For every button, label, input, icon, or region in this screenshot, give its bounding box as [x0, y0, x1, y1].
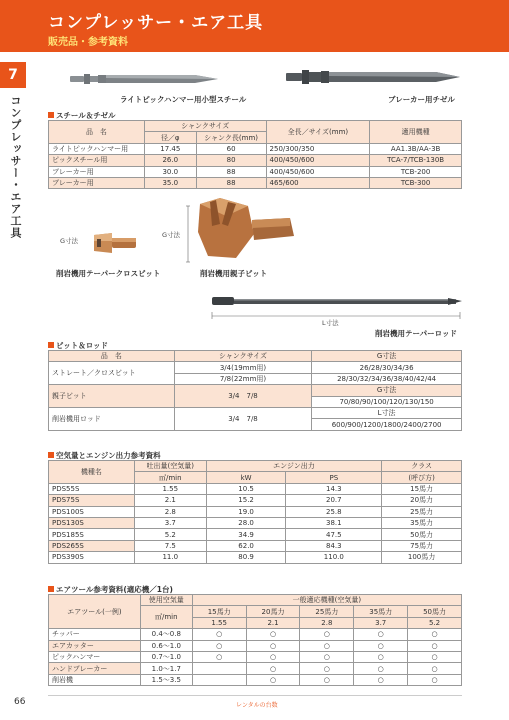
bit-section-label: ビット＆ロッド	[56, 341, 109, 350]
tool-compat-cell: ○	[246, 674, 300, 685]
air-section-label: 空気量とエンジン出力参考資料	[56, 451, 161, 460]
col-hp-15: 15馬力	[192, 606, 246, 617]
page-title: コンプレッサー・エア工具	[48, 13, 264, 33]
tool-compat-cell: ○	[246, 640, 300, 651]
tool-compat-cell: ○	[408, 663, 462, 674]
tool-name-cell: ピックハンマー	[49, 651, 141, 662]
tool-compat-cell: ○	[300, 651, 354, 662]
col-shank-size: シャンクサイズ	[144, 121, 266, 132]
steel-chisel-table	[48, 120, 462, 189]
steel-shank-length-cell: 80	[196, 155, 266, 166]
table-row	[49, 674, 462, 685]
col-name: 品 名	[49, 121, 145, 144]
tool-compat-cell	[192, 674, 246, 685]
air-kw-cell: 19.0	[206, 506, 286, 517]
parent-bit-g: 70/80/90/100/120/130/150	[312, 396, 462, 407]
table-row	[49, 506, 462, 517]
col-shank-length: シャンク長(mm)	[196, 132, 266, 143]
steel-shank-length-cell: 60	[196, 143, 266, 154]
air-kw-cell: 34.9	[206, 529, 286, 540]
parent-bit-name: 親子ビット	[49, 385, 175, 408]
col-engine-output: エンジン出力	[206, 461, 381, 472]
table-row	[49, 529, 462, 540]
tool-compat-cell: ○	[192, 629, 246, 640]
air-model-cell: PDS55S	[49, 483, 135, 494]
col-hp-50: 50馬力	[408, 606, 462, 617]
steel-diameter-cell: 30.0	[144, 166, 196, 177]
steel-model-cell: AA1.3B/AA-3B	[370, 143, 462, 154]
rod-name: 削岩機用ロッド	[49, 407, 175, 430]
tool-compat-cell: ○	[354, 629, 408, 640]
tool-usage-cell: 0.4～0.8	[140, 629, 192, 640]
tool-name-cell: エアカッター	[49, 640, 141, 651]
air-class-cell: 50馬力	[382, 529, 462, 540]
tool-usage-cell: 0.7～1.0	[140, 651, 192, 662]
col-discharge: 吐出量(空気量)	[134, 461, 206, 472]
air-class-cell: 25馬力	[382, 506, 462, 517]
rod-caption: 削岩機用テーパーロッド	[375, 329, 457, 338]
steel-model-cell: TCB-200	[370, 166, 462, 177]
footer-divider	[48, 695, 462, 696]
tool-compat-cell: ○	[246, 629, 300, 640]
light-pick-steel-image	[70, 70, 220, 88]
air-discharge-cell: 7.5	[134, 540, 206, 551]
air-kw-cell: 28.0	[206, 517, 286, 528]
air-ps-cell: 38.1	[286, 517, 382, 528]
steel-diameter-cell: 26.0	[144, 155, 196, 166]
table-row	[49, 143, 462, 154]
steel-diameter-cell: 35.0	[144, 177, 196, 188]
tool-compat-cell: ○	[300, 629, 354, 640]
col-air-50: 5.2	[408, 617, 462, 628]
button-bit-image	[186, 196, 298, 264]
col-air-15: 1.55	[192, 617, 246, 628]
tool-compat-cell: ○	[408, 629, 462, 640]
table-row	[49, 540, 462, 551]
rod-l-label-cell: L寸法	[312, 407, 462, 418]
tool-usage-cell: 1.0～1.7	[140, 663, 192, 674]
steel-section-label: スチール＆チゼル	[56, 111, 116, 120]
rod-l: 600/900/1200/1800/2400/2700	[312, 419, 462, 430]
col-name: 品 名	[49, 351, 175, 362]
air-model-cell: PDS185S	[49, 529, 135, 540]
tool-compat-cell: ○	[300, 663, 354, 674]
air-discharge-cell: 1.55	[134, 483, 206, 494]
section-marker-icon	[48, 586, 54, 592]
air-kw-cell: 80.9	[206, 552, 286, 563]
col-hp-25: 25馬力	[300, 606, 354, 617]
straight-bit-name: ストレート／クロスビット	[49, 362, 175, 385]
table-row	[49, 166, 462, 177]
col-air-35: 3.7	[354, 617, 408, 628]
straight-g-1: 26/28/30/34/36	[312, 362, 462, 373]
page-header	[0, 0, 509, 52]
air-class-cell: 20馬力	[382, 495, 462, 506]
col-air-25: 2.8	[300, 617, 354, 628]
steel-name-cell: ライトピックハンマー用	[49, 143, 145, 154]
breaker-chisel-caption: ブレーカー用チゼル	[388, 95, 455, 104]
tool-compat-cell: ○	[300, 674, 354, 685]
steel-total-length-cell: 465/600	[266, 177, 370, 188]
air-ps-cell: 110.0	[286, 552, 382, 563]
steel-diameter-cell: 17.45	[144, 143, 196, 154]
col-kw: kW	[206, 472, 286, 483]
page-number: 66	[14, 697, 26, 707]
steel-name-cell: ブレーカー用	[49, 177, 145, 188]
air-discharge-cell: 5.2	[134, 529, 206, 540]
breaker-chisel-image	[286, 66, 462, 88]
steel-shank-length-cell: 88	[196, 177, 266, 188]
col-tool-example: エアツール(一例)	[49, 595, 141, 629]
table-row	[49, 517, 462, 528]
col-usage: 使用空気量	[140, 595, 192, 606]
steel-total-length-cell: 400/450/600	[266, 166, 370, 177]
straight-shank-2: 7/8(22mm用)	[174, 373, 311, 384]
air-engine-table	[48, 460, 462, 564]
air-class-cell: 75馬力	[382, 540, 462, 551]
table-row	[49, 552, 462, 563]
cross-bit-image	[90, 232, 140, 254]
col-m3-min: ㎥/min	[140, 606, 192, 629]
col-air-20: 2.1	[246, 617, 300, 628]
air-kw-cell: 10.5	[206, 483, 286, 494]
air-class-cell: 100馬力	[382, 552, 462, 563]
air-discharge-cell: 2.8	[134, 506, 206, 517]
button-bit-caption: 削岩機用親子ビット	[200, 269, 268, 278]
tool-compat-cell: ○	[192, 651, 246, 662]
table-row	[49, 155, 462, 166]
chapter-vertical-title: コンプレッサー・エア工具	[9, 95, 22, 239]
cross-bit-caption: 削岩機用テーパークロスビット	[56, 269, 161, 278]
col-hp-35: 35馬力	[354, 606, 408, 617]
tool-compat-cell: ○	[408, 651, 462, 662]
col-class: クラス	[382, 461, 462, 472]
air-ps-cell: 25.8	[286, 506, 382, 517]
air-class-cell: 15馬力	[382, 483, 462, 494]
col-hp-20: 20馬力	[246, 606, 300, 617]
col-diameter: 径／φ	[144, 132, 196, 143]
table-row	[49, 495, 462, 506]
air-tool-table	[48, 594, 462, 686]
steel-model-cell: TCB-300	[370, 177, 462, 188]
straight-g-2: 28/30/32/34/36/38/40/42/44	[312, 373, 462, 384]
tool-name-cell: チッパー	[49, 629, 141, 640]
tool-compat-cell: ○	[354, 674, 408, 685]
tool-compat-cell: ○	[246, 663, 300, 674]
button-bit-g-label: G寸法	[162, 231, 181, 239]
tool-name-cell: ハンドブレーカー	[49, 663, 141, 674]
steel-total-length-cell: 250/300/350	[266, 143, 370, 154]
tool-compat-cell: ○	[354, 651, 408, 662]
air-class-cell: 35馬力	[382, 517, 462, 528]
air-kw-cell: 62.0	[206, 540, 286, 551]
table-row	[49, 177, 462, 188]
tool-usage-cell: 0.6～1.0	[140, 640, 192, 651]
tool-name-cell: 削岩機	[49, 674, 141, 685]
rod-l-label: L寸法	[322, 319, 339, 327]
parent-bit-g-label: G寸法	[312, 385, 462, 396]
tool-compat-cell: ○	[192, 640, 246, 651]
col-machines: 一般適応機種(空気量)	[192, 595, 461, 606]
footer-note: レンタルの台数	[236, 702, 278, 709]
col-m3-min: ㎥/min	[134, 472, 206, 483]
tool-usage-cell: 1.5～3.5	[140, 674, 192, 685]
straight-shank-1: 3/4(19mm用)	[174, 362, 311, 373]
col-ps: PS	[286, 472, 382, 483]
col-called: (呼び方)	[382, 472, 462, 483]
section-marker-icon	[48, 342, 54, 348]
air-discharge-cell: 11.0	[134, 552, 206, 563]
light-pick-caption: ライトピックハンマー用小型スチール	[120, 95, 247, 104]
parent-bit-shank: 3/4 7/8	[174, 385, 311, 408]
steel-shank-length-cell: 88	[196, 166, 266, 177]
col-model: 機種名	[49, 461, 135, 484]
tool-compat-cell: ○	[300, 640, 354, 651]
bit-rod-table	[48, 350, 462, 431]
tool-compat-cell: ○	[246, 651, 300, 662]
table-row	[49, 663, 462, 674]
tool-compat-cell: ○	[408, 674, 462, 685]
table-row	[49, 483, 462, 494]
col-shank-size: シャンクサイズ	[174, 351, 311, 362]
col-g-dim: G寸法	[312, 351, 462, 362]
air-ps-cell: 47.5	[286, 529, 382, 540]
air-model-cell: PDS75S	[49, 495, 135, 506]
steel-name-cell: ピックスチール用	[49, 155, 145, 166]
tool-compat-cell: ○	[354, 640, 408, 651]
section-marker-icon	[48, 112, 54, 118]
steel-total-length-cell: 400/450/600	[266, 155, 370, 166]
air-ps-cell: 14.3	[286, 483, 382, 494]
air-discharge-cell: 3.7	[134, 517, 206, 528]
air-discharge-cell: 2.1	[134, 495, 206, 506]
air-kw-cell: 15.2	[206, 495, 286, 506]
table-row	[49, 640, 462, 651]
table-row	[49, 629, 462, 640]
chapter-number: 7	[0, 62, 26, 88]
air-model-cell: PDS100S	[49, 506, 135, 517]
air-ps-cell: 20.7	[286, 495, 382, 506]
tool-compat-cell: ○	[408, 640, 462, 651]
section-marker-icon	[48, 452, 54, 458]
steel-model-cell: TCA-7/TCB-130B	[370, 155, 462, 166]
air-ps-cell: 84.3	[286, 540, 382, 551]
tool-section-label: エアツール参考資料(適応機／1台)	[56, 585, 173, 594]
steel-name-cell: ブレーカー用	[49, 166, 145, 177]
page-subtitle: 販売品・参考資料	[48, 37, 128, 48]
tool-compat-cell: ○	[354, 663, 408, 674]
air-model-cell: PDS130S	[49, 517, 135, 528]
table-row	[49, 651, 462, 662]
rod-shank: 3/4 7/8	[174, 407, 311, 430]
col-total-length: 全長／サイズ(mm)	[266, 121, 370, 144]
tool-compat-cell	[192, 663, 246, 674]
col-applicable-model: 適用機種	[370, 121, 462, 144]
air-model-cell: PDS265S	[49, 540, 135, 551]
cross-bit-g-label: G寸法	[60, 237, 79, 245]
air-model-cell: PDS390S	[49, 552, 135, 563]
